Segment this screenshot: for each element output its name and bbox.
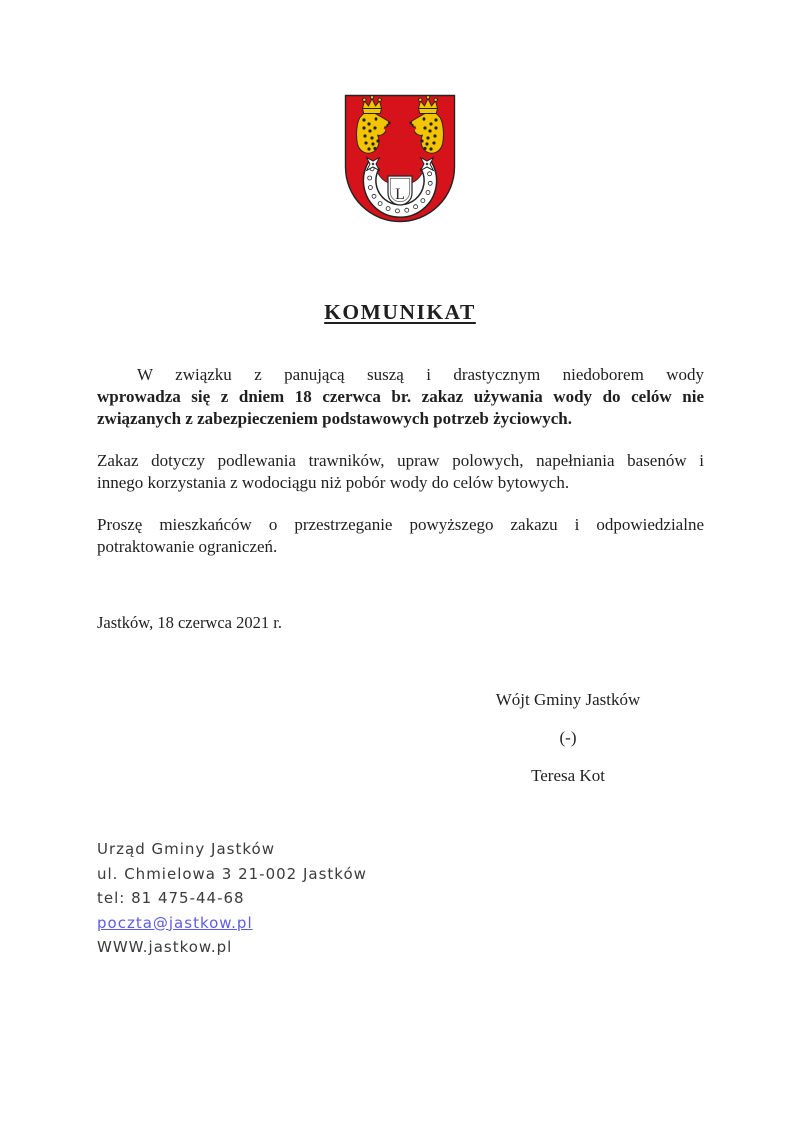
email-link[interactable]: poczta@jastkow.pl: [97, 913, 253, 932]
coat-of-arms: [342, 93, 458, 226]
paragraph-line: Proszę mieszkańców o przestrzeganie powyższego zakazu i odpowiedzialne: [97, 515, 704, 534]
paragraph-line: potraktowanie ograniczeń.: [97, 537, 278, 556]
paragraph-line: innego korzystania z wodociągu niż pobór wody do celów bytowych.: [97, 473, 570, 492]
signature-block: [438, 689, 698, 803]
signature-name: Teresa Kot: [531, 766, 605, 785]
paragraph-request: [97, 514, 704, 558]
page-title: KOMUNIKAT: [324, 300, 476, 324]
email-row: [97, 914, 367, 933]
paragraph-line: związanych z zabezpieczeniem podstawowych potrzeb życiowych.: [97, 409, 572, 428]
paragraph-intro: [97, 364, 704, 430]
office-name: Urząd Gminy Jastków: [97, 840, 275, 858]
paragraph-line: wprowadza się z dniem 18 czerwca br. zakaz używania wody do celów nie: [97, 387, 704, 406]
paragraph-line: W związku z panującą suszą i drastycznym niedoborem wody: [137, 365, 704, 384]
signature-role: Wójt Gminy Jastków: [495, 690, 641, 709]
signature-dash: (-): [559, 728, 577, 747]
dateline: Jastków, 18 czerwca 2021 r.: [97, 613, 282, 632]
announcement-body: [97, 364, 704, 578]
office-phone: tel: 81 475-44-68: [97, 889, 245, 907]
contact-footer: [97, 840, 367, 963]
paragraph-line: Zakaz dotyczy podlewania trawników, upraw polowych, napełniania basenów i: [97, 451, 704, 470]
website-text: WWW.jastkow.pl: [97, 938, 233, 956]
escutcheon-letter: L: [395, 186, 405, 203]
escutcheon-icon: [388, 176, 412, 205]
office-address: ul. Chmielowa 3 21-002 Jastków: [97, 864, 367, 883]
paragraph-scope: [97, 450, 704, 494]
